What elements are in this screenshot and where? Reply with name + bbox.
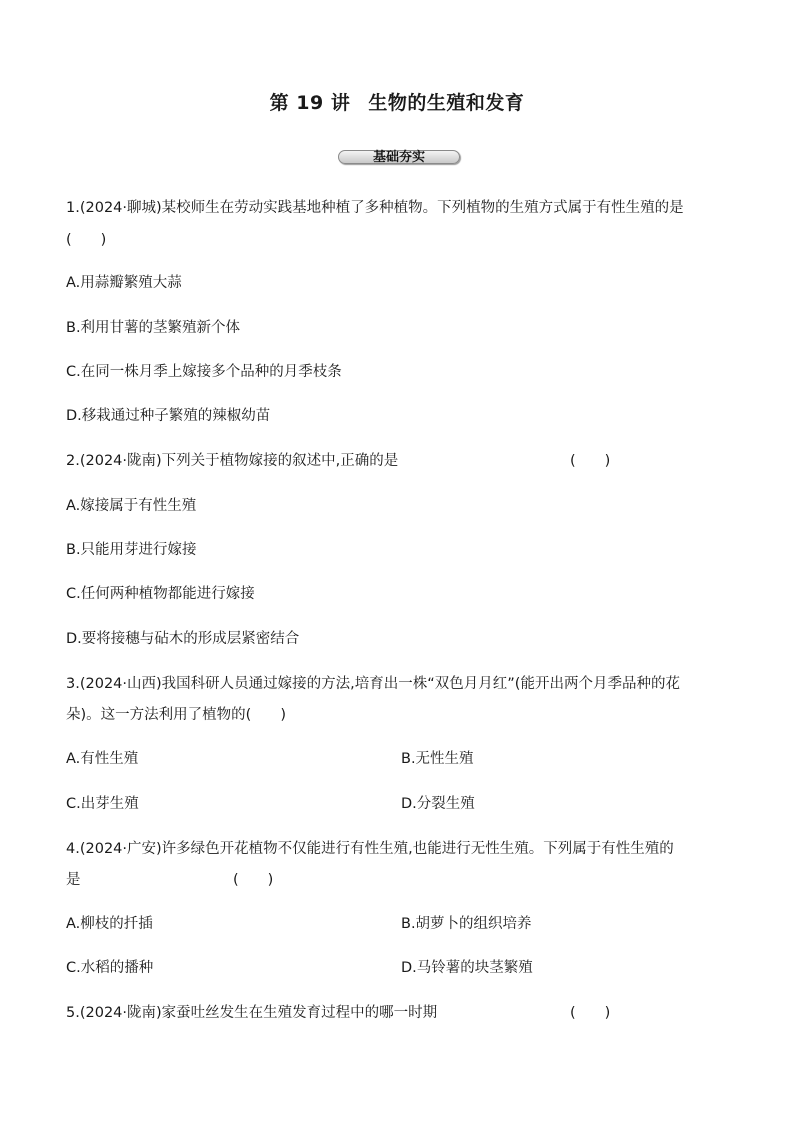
q4-stem-line2: 是	[66, 872, 81, 888]
lecture-number: 第 19 讲	[269, 92, 351, 114]
q4-answer-paren: ( )	[233, 872, 274, 888]
lecture-topic: 生物的生殖和发育	[368, 92, 525, 114]
q2-stem: 2.(2024·陇南)下列关于植物嫁接的叙述中,正确的是	[66, 453, 399, 469]
page-title	[0, 88, 794, 115]
q2-option-b: B.只能用芽进行嫁接	[66, 542, 197, 558]
q3-stem-line2: 朵)。这一方法利用了植物的( )	[66, 707, 286, 723]
q4-stem-line1: 4.(2024·广安)许多绿色开花植物不仅能进行有性生殖,也能进行无性生殖。下列属于有性生殖的	[66, 841, 674, 857]
q3-option-c: C.出芽生殖	[66, 796, 139, 812]
q1-answer-paren: ( )	[66, 232, 107, 248]
section-banner	[338, 146, 460, 164]
q2-option-c: C.任何两种植物都能进行嫁接	[66, 586, 255, 602]
q2-option-d: D.要将接穗与砧木的形成层紧密结合	[66, 631, 300, 647]
q3-option-b: B.无性生殖	[401, 751, 474, 767]
q2-answer-paren: ( )	[570, 453, 611, 469]
q3-stem-line1: 3.(2024·山西)我国科研人员通过嫁接的方法,培育出一株“双色月月红”(能开出两个月季品种的花	[66, 676, 680, 692]
q5-stem: 5.(2024·陇南)家蚕吐丝发生在生殖发育过程中的哪一时期	[66, 1005, 438, 1021]
q5-answer-paren: ( )	[570, 1005, 611, 1021]
q1-option-a: A.用蒜瓣繁殖大蒜	[66, 275, 182, 291]
q4-option-b: B.胡萝卜的组织培养	[401, 916, 532, 932]
q1-stem-line1: 1.(2024·聊城)某校师生在劳动实践基地种植了多种植物。下列植物的生殖方式属于有性生殖的是	[66, 200, 684, 216]
q4-option-d: D.马铃薯的块茎繁殖	[401, 960, 533, 976]
q3-option-a: A.有性生殖	[66, 751, 139, 767]
q1-option-c: C.在同一株月季上嫁接多个品种的月季枝条	[66, 364, 342, 380]
q1-option-d: D.移栽通过种子繁殖的辣椒幼苗	[66, 408, 271, 424]
q4-option-c: C.水稻的播种	[66, 960, 154, 976]
q3-option-d: D.分裂生殖	[401, 796, 475, 812]
q1-option-b: B.利用甘薯的茎繁殖新个体	[66, 320, 241, 336]
q4-option-a: A.柳枝的扦插	[66, 916, 153, 932]
q2-option-a: A.嫁接属于有性生殖	[66, 498, 197, 514]
section-label: 基础夯实	[372, 150, 425, 165]
